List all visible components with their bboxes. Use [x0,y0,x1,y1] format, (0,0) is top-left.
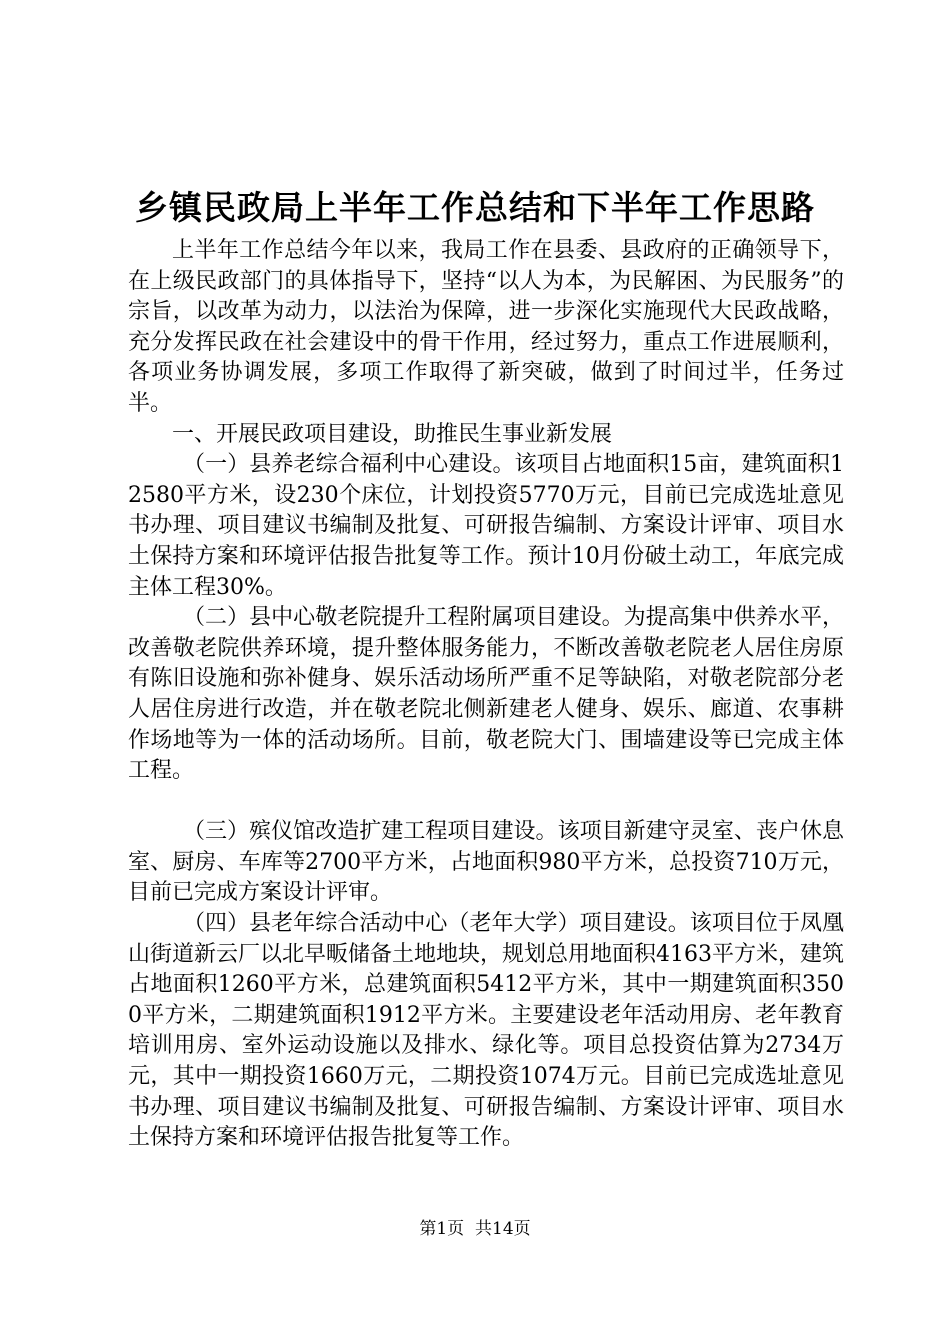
page-footer [0,1218,950,1240]
document-title: 乡镇民政局上半年工作总结和下半年工作思路 [135,188,815,227]
document-body [128,236,844,1154]
page-number: 第1页 [419,1219,465,1239]
paragraph-item-1: （一）县养老综合福利中心建设。该项目占地面积15亩，建筑面积12580平方米，设230个床位，计划投资5770万元，目前已完成选址意见书办理、项目建议书编制及批复、可研报告编制、方案设计评审、项目水土保持方案和环境评估报告批复等工作。预计10月份破土动工，年底完成主体工程30%。 [128,452,844,600]
paragraph-item-3: （三）殡仪馆改造扩建工程项目建设。该项目新建守灵室、丧户休息室、厨房、车库等2700平方米，占地面积980平方米，总投资710万元，目前已完成方案设计评审。 [128,819,844,906]
paragraph-summary: 上半年工作总结今年以来，我局工作在县委、县政府的正确领导下，在上级民政部门的具体指导下，坚持“以人为本，为民解困、为民服务”的宗旨，以改革为动力，以法治为保障，进一步深化实施现代大民政战略，充分发挥民政在社会建设中的骨干作用，经过努力，重点工作进展顺利，各项业务协调发展，多项工作取得了新突破，做到了时间过半，任务过半。 [128,238,844,416]
paragraph-item-2: （二）县中心敬老院提升工程附属项目建设。为提高集中供养水平，改善敬老院供养环境，提升整体服务能力，不断改善敬老院老人居住房原有陈旧设施和弥补健身、娱乐活动场所严重不足等缺陷，对敬老院部分老人居住房进行改造，并在敬老院北侧新建老人健身、娱乐、廊道、农事耕作场地等为一体的活动场所。目前，敬老院大门、围墙建设等已完成主体工程。 [128,605,844,784]
page-total: 共14页 [475,1219,531,1239]
paragraph-item-4: （四）县老年综合活动中心（老年大学）项目建设。该项目位于凤凰山街道新云厂以北早畈储备土地地块，规划总用地面积4163平方米，建筑占地面积1260平方米，总建筑面积5412平方米，其中一期建筑面积3500平方米，二期建筑面积1912平方米。主要建设老年活动用房、老年教育培训用房、室外运动设施以及排水、绿化等。项目总投资估算为2734万元，其中一期投资1660万元，二期投资1074万元。目前已完成选址意见书办理、项目建议书编制及批复、可研报告编制、方案设计评审、项目水土保持方案和环境评估报告批复等工作。 [128,911,844,1151]
section-heading-1: 一、开展民政项目建设，助推民生事业新发展 [172,421,613,447]
